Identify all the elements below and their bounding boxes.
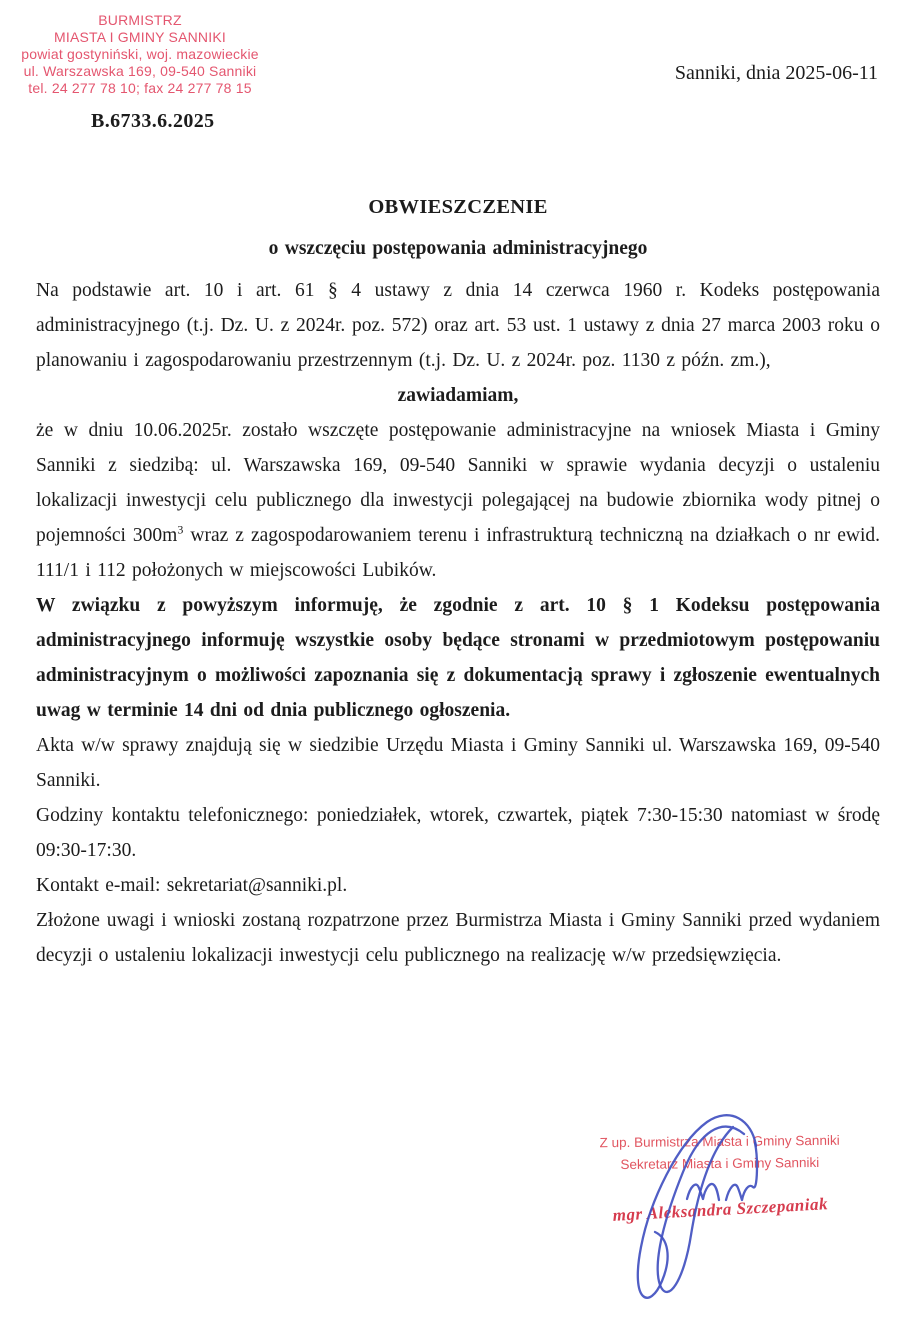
stamp-line-district: powiat gostyniński, woj. mazowieckie — [21, 46, 259, 62]
stamp-line-authority: BURMISTRZ — [98, 12, 182, 28]
reference-number: B.6733.6.2025 — [91, 110, 215, 132]
signatory-name: mgr Aleksandra Szczepaniak — [612, 1194, 829, 1225]
signature-authority-line2: Sekretarz Miasta i Gminy Sanniki — [620, 1154, 820, 1173]
stamp-line-phone: tel. 24 277 78 10; fax 24 277 78 15 — [28, 80, 252, 96]
paragraph-case-files: Akta w/w sprawy znajdują się w siedzibie Urzędu Miasta i Gminy Sanniki ul. Warszawska 169, 09-540 Sanniki. — [36, 735, 880, 791]
sender-office-stamp — [0, 12, 280, 97]
paragraph-information-bold: W związku z powyższym informuję, że zgodnie z art. 10 § 1 Kodeksu postępowania administracyjnego informuję wszystkie osoby będące stronami w przedmiotowym postępowaniu administracyjnym o możliwości zapoznania się z dokumentacją sprawy i zgłoszenie ewentualnych uwag w terminie 14 dni od dnia publicznego ogłoszenia. — [36, 595, 880, 721]
paragraph-legal-basis: Na podstawie art. 10 i art. 61 § 4 ustawy z dnia 14 czerwca 1960 r. Kodeks postępowania administracyjnego (t.j. Dz. U. z 2024r. poz. 572) oraz art. 53 ust. 1 ustawy z dnia 27 marca 2003 roku o planowaniu i zagospodarowaniu przestrzennym (t.j. Dz. U. z 2024r. poz. 1130 z późn. zm.), — [36, 280, 880, 371]
stamp-line-address: ul. Warszawska 169, 09-540 Sanniki — [23, 63, 257, 79]
document-body — [36, 192, 880, 973]
document-subtitle: o wszczęciu postępowania administracyjnego — [268, 238, 648, 259]
paragraph-notice — [36, 413, 880, 588]
notice-text-after-superscript: wraz z zagospodarowaniem terenu i infrastrukturą techniczną na działkach o nr ewid. 111/1 i 112 położonych w miejscowości Lubików. — [36, 525, 881, 581]
paragraph-review: Złożone uwagi i wnioski zostaną rozpatrzone przez Burmistrza Miasta i Gminy Sanniki przed wydaniem decyzji o ustaleniu lokalizacji inwestycji celu publicznego na realizację w/w przedsięwzięcia. — [36, 910, 880, 966]
signature-authority-line1: Z up. Burmistrza Miasta i Gminy Sanniki — [599, 1132, 840, 1151]
signature-stamp — [580, 1130, 861, 1223]
paragraph-contact-email: Kontakt e-mail: sekretariat@sanniki.pl. — [36, 875, 348, 896]
cubic-meter-superscript: 3 — [177, 522, 184, 537]
document-title: OBWIESZCZENIE — [368, 196, 548, 218]
paragraph-contact-hours: Godziny kontaktu telefonicznego: poniedziałek, wtorek, czwartek, piątek 7:30-15:30 natomiast w środę 09:30-17:30. — [36, 805, 880, 861]
notice-text-before-superscript: że w dniu 10.06.2025r. zostało wszczęte postępowanie administracyjne na wniosek Miasta i Gminy Sanniki z siedzibą: ul. Warszawska 169, 09-540 Sanniki w sprawie wydania decyzji o ustaleniu lokalizacji inwestycji celu publicznego dla inwestycji polegającej na budowie zbiornika wody pitnej o pojemności 300m — [36, 420, 880, 546]
paragraph-notify-word: zawiadamiam, — [397, 385, 519, 406]
stamp-line-municipality: MIASTA I GMINY SANNIKI — [54, 29, 226, 45]
date-line: Sanniki, dnia 2025-06-11 — [674, 62, 878, 84]
